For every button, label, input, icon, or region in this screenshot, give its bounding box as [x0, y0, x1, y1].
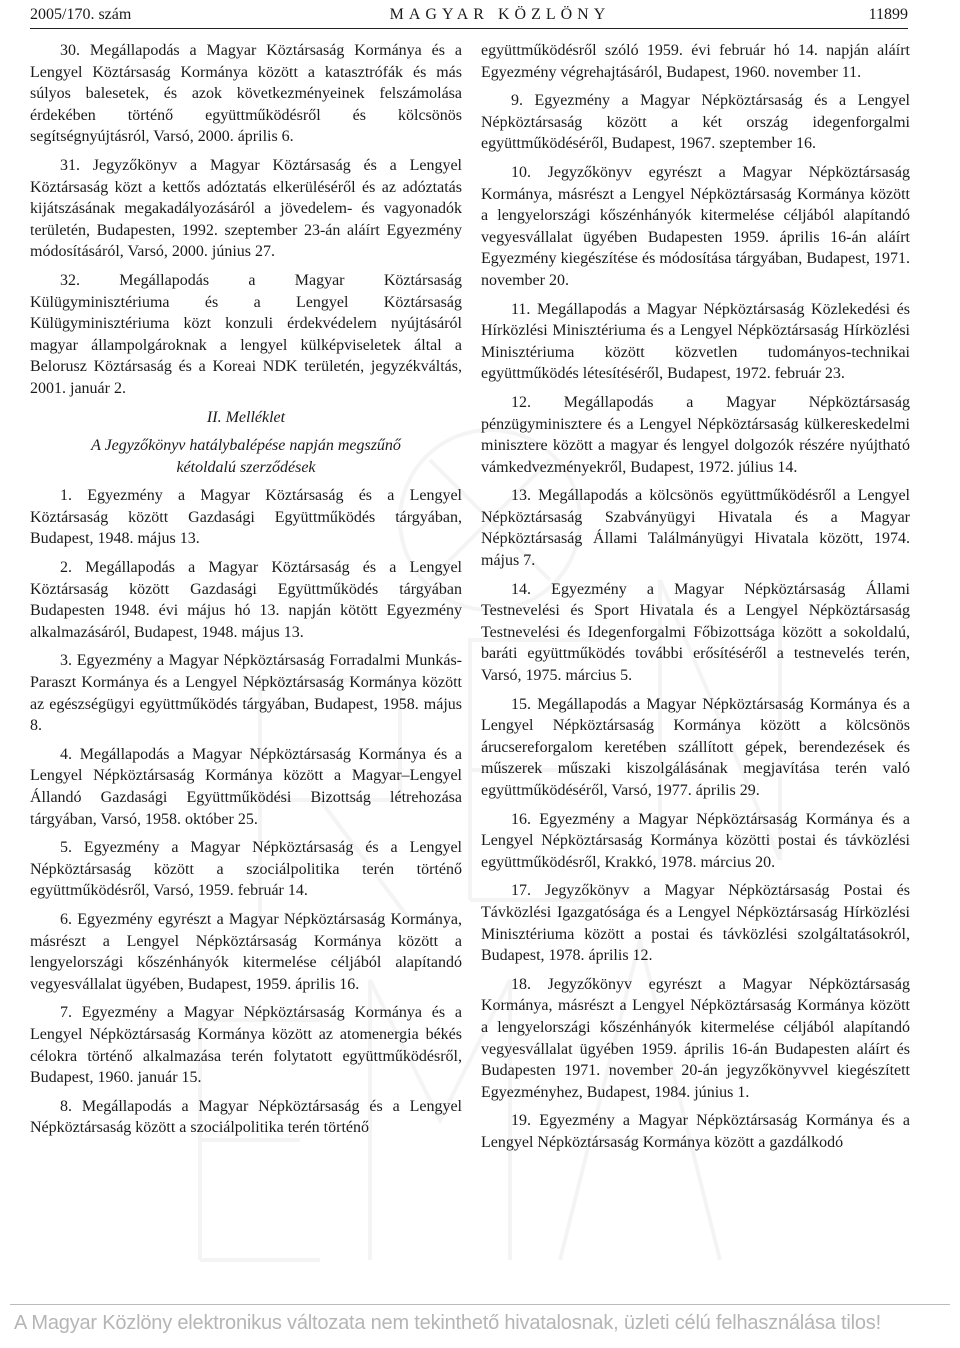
list-item: 13. Megállapodás a kölcsönös együttműködésről a Lengyel Népköztársaság Szabványügyi Hivatala és a Magyar Népköztársaság Állami Találmányügyi Hivatala között, 1974. május 7.	[481, 487, 910, 570]
page-header	[30, 4, 908, 26]
list-item: 17. Jegyzőkönyv a Magyar Népköztársaság Postai és Távközlési Igazgatósága és a Lengyel Népköztársaság Hírközlési Minisztériuma között a postai és távközlési szolgáltatásokról, Budapest, 1978. április 12.	[481, 882, 910, 965]
list-item: 31. Jegyzőkönyv a Magyar Köztársaság és a Lengyel Köztársaság közt a kettős adóztatás elkerüléséről és az adóztatás kijátszásának megakadályozásáról a jövedelem- és vagyonadók területén, Budapesten, 1992. szeptember 23-án aláírt Egyezmény módosításáról, Varsó, 2000. június 27.	[30, 156, 462, 261]
list-item: 2. Megállapodás a Magyar Köztársaság és a Lengyel Köztársaság között Gazdasági Együttműködés tárgyában Budapesten 1948. évi május hó 13. napján kötött Egyezmény alkalmazásáról, Budapest, 1948. május 13.	[30, 559, 462, 641]
list-item-continuation: együttműködésről szóló 1959. évi február hó 14. napján aláírt Egyezmény végrehajtásáról, Budapest, 1960. november 11.	[481, 42, 910, 81]
list-item: 7. Egyezmény a Magyar Népköztársaság Kormánya és a Lengyel Népköztársaság Kormánya között az atomenergia békés célokra történő alkalmazása terén folytatott együttműködésről, Budapest, 1960. január 15.	[30, 1004, 462, 1087]
journal-title: MAGYAR KÖZLÖNY	[389, 6, 611, 23]
header-rule	[30, 28, 908, 29]
footer-rule	[10, 1304, 950, 1305]
list-item: 32. Megállapodás a Magyar Köztársaság Külügyminisztériuma és a Lengyel Köztársaság Külügyminisztériuma közt konzuli érdekvédelem nyújtásáról magyar állampolgároknak a lengyel külképviseletek által a Belorusz Köztársaság és a Koreai NDK területén, jegyzékváltás, 2001. január 2.	[30, 271, 462, 397]
right-column	[481, 40, 910, 1161]
list-item: 1. Egyezmény a Magyar Köztársaság és a Lengyel Köztársaság között Gazdasági Együttműködés tárgyában, Budapest, 1948. május 13.	[30, 487, 462, 548]
list-item: 11. Megállapodás a Magyar Népköztársaság Közlekedési és Hírközlési Minisztériuma és a Lengyel Népköztársaság Hírközlési Minisztériuma között közvetlen tudományos-technikai együttműködés létesítéséről, Budapest, 1972. február 23.	[481, 300, 910, 383]
annex-subtitle-line-2: kétoldalú szerződések	[176, 458, 316, 476]
list-item: 18. Jegyzőkönyv egyrészt a Magyar Népköztársaság Kormánya, másrészt a Lengyel Népköztársaság Kormánya között a lengyelországi kőszénhányók kitermelése céljából alapítandó vegyesvállalat ügyében 1959. április 16-án Budapesten aláírt és Budapesten 1971. november 20-án jegyzőkönyvvel kiegészített Egyezményhez, Budapest, 1984. június 1.	[481, 975, 910, 1101]
list-item: 4. Megállapodás a Magyar Népköztársaság Kormánya és a Lengyel Népköztársaság Kormánya között a Magyar–Lengyel Állandó Gazdasági Együttműködési Bizottság létrehozása tárgyában, Varsó, 1958. október 25.	[30, 745, 462, 828]
page-number: 11899	[868, 6, 908, 23]
list-item: 10. Jegyzőkönyv egyrészt a Magyar Népköztársaság Kormánya, másrészt a Lengyel Népköztársaság Kormánya között a lengyelországi kőszénhányók kitermelése céljából alapítandó vegyesvállalat ügyében Budapesten 1959. április 16-án aláírt Egyezmény kiegészítése és módosítása tárgyában, Budapest, 1971. november 20.	[481, 163, 910, 289]
annex-subtitle	[30, 435, 462, 478]
list-item: 30. Megállapodás a Magyar Köztársaság Kormánya és a Lengyel Köztársaság Kormánya között a katasztrófák és más súlyos balesetek, és azok következményeinek felszámolása érdekében történő együttműködésről és kölcsönös segítségnyújtásról, Varsó, 2000. április 6.	[30, 42, 462, 146]
list-item: 3. Egyezmény a Magyar Népköztársaság Forradalmi Munkás-Paraszt Kormánya és a Lengyel Népköztársaság Kormánya között az egészségügyi együttműködés tárgyában, Budapest, 1958. május 8.	[30, 652, 462, 735]
list-item: 14. Egyezmény a Magyar Népköztársaság Állami Testnevelési és Sport Hivatala és a Lengyel Népköztársaság Testnevelési és Idegenforgalmi Főbizottsága között a sokoldalú, baráti együttműködés további erősítéséről a testnevelés terén, Varsó, 1975. március 5.	[481, 580, 910, 685]
issue-number: 2005/170. szám	[30, 6, 132, 23]
annex-subtitle-line-1: A Jegyzőkönyv hatálybalépése napján megszűnő	[91, 437, 401, 455]
annex-title: II. Melléklet	[206, 408, 286, 426]
list-item: 16. Egyezmény a Magyar Népköztársaság Kormánya és a Lengyel Népköztársaság Kormánya közötti postai és távközlési együttműködésről, Krakkó, 1978. március 20.	[481, 810, 910, 871]
list-item: 15. Megállapodás a Magyar Népköztársaság Kormánya és a Lengyel Népköztársaság Kormánya között a kölcsönös árucsereforgalom keretében szállított gépek, berendezések és műszerek műszaki kiszolgálásának megjavítása terén való együttműködéséről, Varsó, 1977. április 29.	[481, 695, 910, 799]
list-item: 9. Egyezmény a Magyar Népköztársaság és a Lengyel Népköztársaság között a két ország idegenforgalmi együttműködéséről, Budapest, 1967. szeptember 16.	[481, 92, 910, 153]
list-item: 19. Egyezmény a Magyar Népköztársaság Kormánya és a Lengyel Népköztársaság Kormánya között a gazdálkodó	[481, 1112, 910, 1151]
list-item: 5. Egyezmény a Magyar Népköztársaság és a Lengyel Népköztársaság között a szociálpolitika terén történő együttműködésről, Varsó, 1959. február 14.	[30, 839, 462, 900]
list-item: 6. Egyezmény egyrészt a Magyar Népköztársaság Kormánya, másrészt a Lengyel Népköztársaság Kormánya között a lengyelországi kőszénhányók kitermelése céljából alapítandó vegyesvállalat ügyében, Budapest, 1959. április 16.	[30, 910, 462, 993]
list-item: 12. Megállapodás a Magyar Népköztársaság pénzügyminisztere és a Lengyel Népköztársaság külkereskedelmi minisztere között a magyar és lengyel dolgozók részére nyújtható vámkedvezményekről, Budapest, 1972. július 14.	[481, 393, 910, 476]
footer-notice: A Magyar Közlöny elektronikus változata nem tekinthető hivatalosnak, üzleti célú felhasználása tilos!	[14, 1312, 881, 1334]
left-column	[30, 40, 462, 1146]
list-item: 8. Megállapodás a Magyar Népköztársaság és a Lengyel Népköztársaság között a szociálpolitika terén történő	[30, 1097, 462, 1137]
